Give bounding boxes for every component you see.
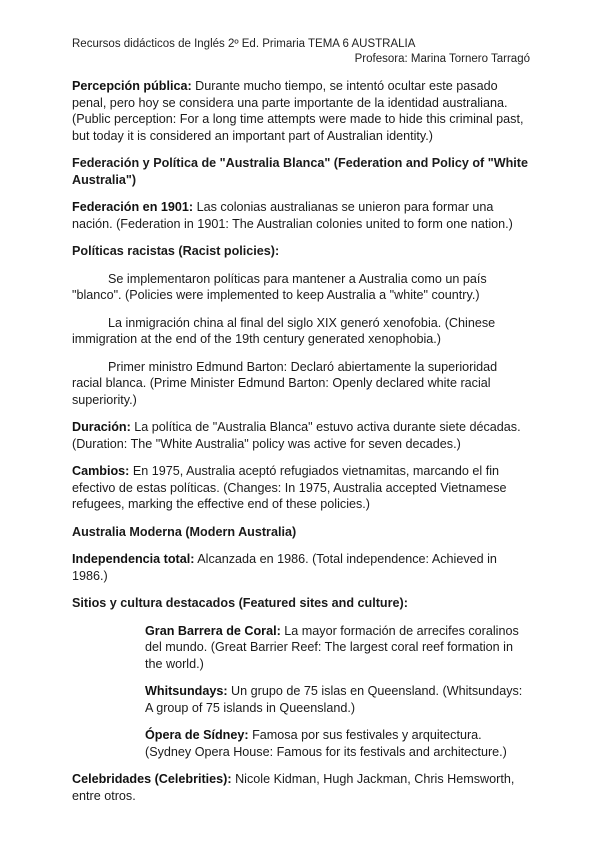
- paragraph-sitio-whitsundays: [145, 683, 530, 716]
- label-sitio-barrera: Gran Barrera de Coral:: [145, 623, 281, 638]
- paragraph-percepcion: [72, 78, 530, 144]
- label-percepcion: Percepción pública:: [72, 79, 192, 93]
- paragraph-duracion: [72, 419, 530, 452]
- paragraph-politica-3: Primer ministro Edmund Barton: Declaró abiertamente la superioridad racial blanca. (Prime Minister Edmund Barton: Openly declared white racial superiority.): [72, 359, 498, 407]
- heading-sitios: Sitios y cultura destacados (Featured sites and culture):: [72, 596, 408, 610]
- text-celebridades: Nicole Kidman, Hugh Jackman, Chris Hemsworth, entre otros.: [72, 772, 515, 803]
- heading-federacion: Federación y Política de "Australia Blanca" (Federation and Policy of "White Australia"): [72, 156, 528, 187]
- text-cambios: En 1975, Australia aceptó refugiados vietnamitas, marcando el fin efectivo de estas políticas. (Changes: In 1975, Australia accepted Vietnamese refugees, marking the effective end of these policies.): [72, 464, 507, 511]
- text-federacion-1901: Las colonias australianas se unieron para formar una nación. (Federation in 1901: The Australian colonies united to form one nation.): [72, 200, 513, 231]
- paragraph-sitio-barrera: [145, 623, 530, 673]
- label-sitio-opera: Ópera de Sídney:: [145, 728, 249, 742]
- text-independencia: Alcanzada en 1986. (Total independence: Achieved in 1986.): [72, 552, 497, 583]
- text-duracion: La política de "Australia Blanca" estuvo activa durante siete décadas. (Duration: The "White Australia" policy was active for seven decades.): [72, 420, 521, 451]
- text-sitio-whitsundays: Un grupo de 75 islas en Queensland. (Whitsundays: A group of 75 islands in Queensland.): [145, 684, 523, 715]
- document-body: [72, 78, 530, 815]
- header-teacher: Profesora: Marina Tornero Tarragó: [354, 53, 530, 65]
- paragraph-independencia: [72, 551, 530, 584]
- label-federacion-1901: Federación en 1901:: [72, 200, 194, 214]
- text-sitio-opera: Famosa por sus festivales y arquitectura. (Sydney Opera House: Famous for its festivals and architecture.): [145, 728, 507, 759]
- paragraph-cambios: [72, 463, 530, 513]
- label-sitio-whitsundays: Whitsundays:: [145, 684, 228, 698]
- paragraph-sitio-opera: [145, 727, 530, 760]
- heading-moderna: Australia Moderna (Modern Australia): [72, 524, 297, 539]
- text-percepcion: Durante mucho tiempo, se intentó ocultar este pasado penal, pero hoy se considera una parte importante de la identidad australiana. (Public perception: For a long time attempts were made to hide this criminal past, but today it is considered an important part of Australian identity.): [72, 79, 524, 143]
- heading-politicas: Políticas racistas (Racist policies):: [72, 244, 280, 258]
- label-independencia: Independencia total:: [72, 552, 195, 566]
- label-celebridades: Celebridades (Celebrities):: [72, 772, 232, 786]
- label-cambios: Cambios:: [72, 464, 130, 478]
- paragraph-politica-1: Se implementaron políticas para mantener a Australia como un país "blanco". (Policies were implemented to keep Australia a "white" country.): [72, 271, 487, 302]
- text-sitio-barrera: La mayor formación de arrecifes coralinos del mundo. (Great Barrier Reef: The largest coral reef formation in the world.): [145, 623, 519, 671]
- paragraph-celebridades: [72, 771, 530, 804]
- header-course-title: Recursos didácticos de Inglés 2º Ed. Primaria TEMA 6 AUSTRALIA: [72, 38, 416, 50]
- paragraph-federacion-1901: [72, 199, 530, 232]
- label-duracion: Duración:: [72, 420, 131, 434]
- paragraph-politica-2: La inmigración china al final del siglo XIX generó xenofobia. (Chinese immigration at the end of the 19th century generated xenophobia.): [72, 315, 496, 346]
